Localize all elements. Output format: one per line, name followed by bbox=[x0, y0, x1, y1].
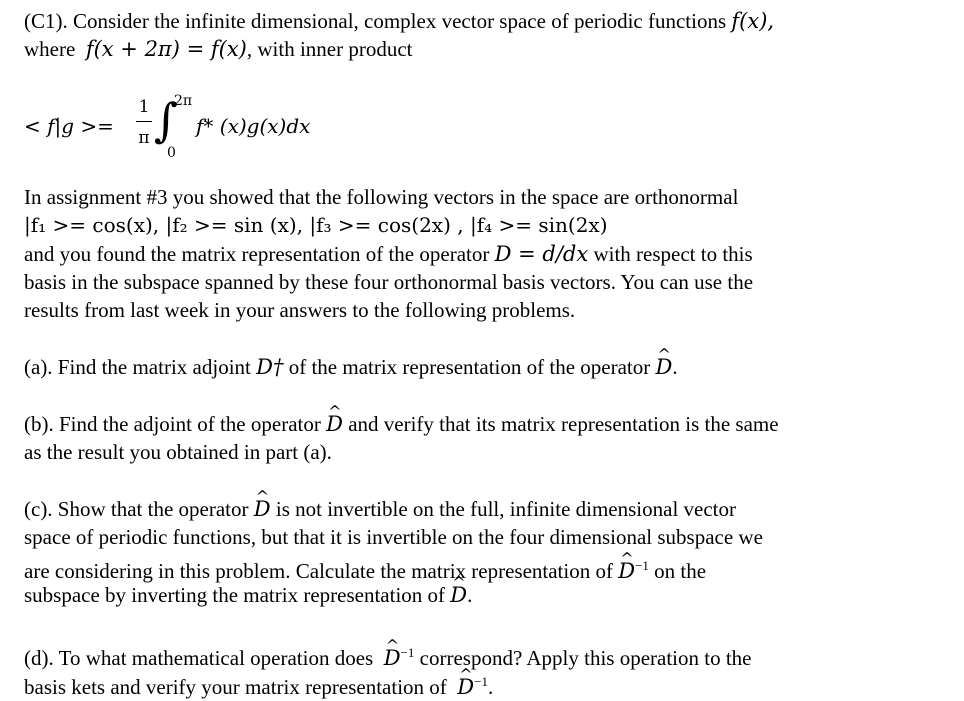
operator-definition: D = d/dx bbox=[494, 242, 589, 266]
formula-lhs: < f|g >= bbox=[24, 114, 114, 138]
matrix-adjoint-symbol: D† bbox=[256, 355, 284, 379]
operator-d-hat: ^ D bbox=[254, 495, 271, 523]
operator-d-inverse: ^ D bbox=[457, 673, 474, 701]
part-d-line2: basis kets and verify your matrix representation of ^ $D^{-1}$. bbox=[24, 668, 493, 701]
part-b-line1: (b). Find the adjoint of the operator ^ D and verify that its matrix representation is the same bbox=[24, 410, 779, 438]
fraction-bar bbox=[136, 121, 152, 122]
problem-header-line2 bbox=[24, 35, 413, 63]
fraction-numerator: 1 bbox=[138, 97, 150, 117]
periodicity-equation: f(x + 2π) = f(x) bbox=[85, 37, 247, 61]
inner-product-formula bbox=[24, 87, 444, 167]
problem-header-line1 bbox=[24, 7, 774, 35]
intro-line5: results from last week in your answers to the following problems. bbox=[24, 298, 576, 322]
integral-sign: ∫ bbox=[154, 93, 178, 147]
intro-line1: In assignment #3 you showed that the following vectors in the space are orthonormal bbox=[24, 185, 739, 209]
operator-d-inverse: ^ D bbox=[384, 644, 401, 672]
problem-intro-text: (C1). Consider the infinite dimensional, complex vector space of periodic functions bbox=[24, 9, 727, 33]
integrand: f* (x)g(x)dx bbox=[196, 114, 311, 138]
intro-line3: and you found the matrix representation of the operator D = d/dx with respect to this bbox=[24, 242, 753, 266]
fraction-denominator: π bbox=[138, 128, 150, 148]
operator-d-hat: ^ D bbox=[450, 581, 467, 609]
part-b-line2: as the result you obtained in part (a). bbox=[24, 440, 332, 464]
basis-vectors: |f₁ >= cos(x), |f₂ >= sin (x), |f₃ >= cos(2x) , |f₄ >= sin(2x) bbox=[24, 213, 608, 237]
part-d-line1: (d). To what mathematical operation does ^ $D^{-1}$ correspond? Apply this operation to the bbox=[24, 639, 752, 672]
integral-upper-limit: 2π bbox=[174, 93, 193, 109]
function-fx: f(x), bbox=[731, 9, 775, 33]
integral-lower-limit: 0 bbox=[167, 145, 176, 161]
operator-d-hat: ^ D bbox=[656, 353, 673, 381]
operator-d-inverse: ^ D bbox=[618, 557, 635, 585]
where-text: where bbox=[24, 37, 76, 61]
part-a: (a). Find the matrix adjoint D† of the matrix representation of the operator ^ D. bbox=[24, 353, 678, 381]
part-c-line1: (c). Show that the operator ^ D is not invertible on the full, infinite dimensional vector bbox=[24, 495, 736, 523]
inner-product-text: , with inner product bbox=[246, 37, 413, 61]
intro-line4: basis in the subspace spanned by these four orthonormal basis vectors. You can use the bbox=[24, 270, 754, 294]
part-c-line2: space of periodic functions, but that it is invertible on the four dimensional subspace we bbox=[24, 525, 763, 549]
part-c-line4: subspace by inverting the matrix representation of ^ D. bbox=[24, 581, 472, 609]
operator-d-hat: ^ D bbox=[326, 410, 343, 438]
part-c-line3: are considering in this problem. Calculate the matrix representation of ^ $D^{-1}$ on the bbox=[24, 552, 706, 585]
